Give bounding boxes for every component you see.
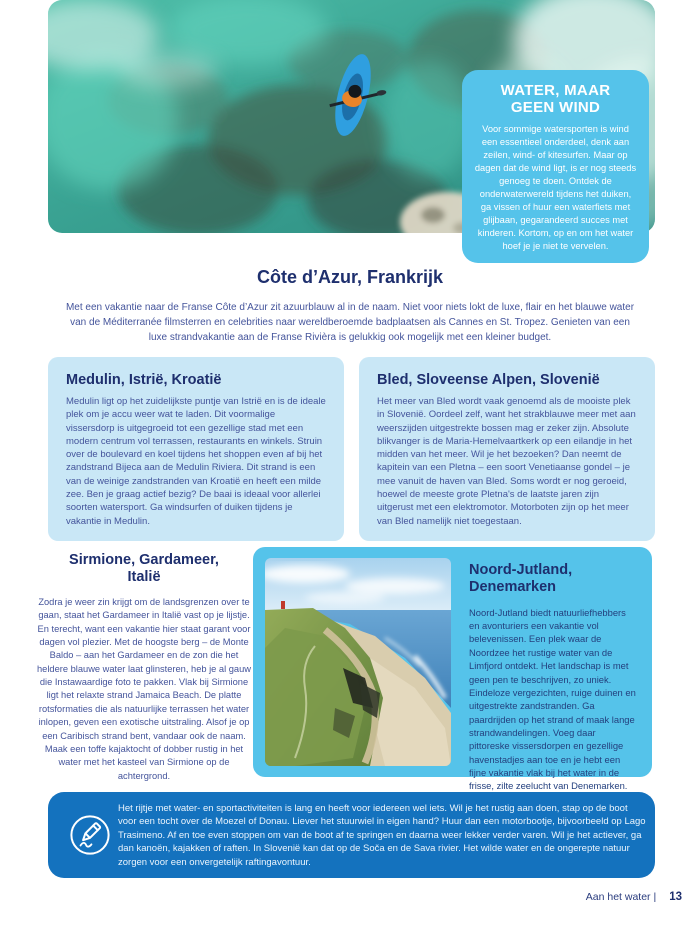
footer-page-number: 13 <box>669 891 682 903</box>
page-title: Côte d’Azur, Frankrijk <box>256 267 444 287</box>
destination-cards-row <box>48 357 655 541</box>
sirmione-title <box>36 552 252 587</box>
sirmione-title-line2: Italië <box>127 569 161 586</box>
sirmione-title-line1: Sirmione, Gardameer, <box>69 552 219 568</box>
jutland-coast-photo <box>265 558 451 766</box>
info-box-body: Voor sommige watersporten is wind een essentieel onderdeel, denk aan zeilen, wind- of kitesurfen. Maar op dagen dat de wind ligt, is er nog steeds genoeg te doen. Ontdek de onderwaterwereld tijdens het duiken, ga vissen of huur een waterfiets met glijbaan, gegarandeerd succes met kinderen. Kortom, op en om het water hoef je je niet te vervelen. <box>474 123 637 251</box>
tip-box-body: Het rijtje met water- en sportactiviteiten is lang en heeft voor iedereen wel iets. Wil je het rustig aan doen, stap op de boot voor een tocht over de Moezel of Donau. Liever het stuurwiel in eigen hand? Huur dan een motorbootje, bijvoorbeeld op Lago Trasimeno. Af en toe even stoppen om van de boot af te springen en daarna weer lekker verder varen. Wil je het actiever, ga dan kanoën, kajakken of raften. In Slovenië kan dat op de Soča en de Sava rivier. Het wilde water en de ongerepte natuur zorgen voor een onvergetelijk raftingavontuur. <box>118 803 646 868</box>
card-medulin-body: Medulin ligt op het zuidelijkste puntje van Istrië en is de ideale plek om je accu weer wat te laden. Dit voormalige vissersdorp is uitgegroeid tot een gezellige stad met een modern centrum vol terrassen, restaurants en winkels. Struin over de boulevard en koel tijdens het shoppen even af bij het zandstrand Bijeca aan de Medulin Riviera. Dit strand is een van de weinige zandstranden van Kroatië en heeft een milde zee. Ben je graag actief bezig? De baai is ideaal voor allerlei soorten watersport. Ga windsurfen of duiken tijdens je vakantie in Medulin. <box>66 396 326 527</box>
card-noord-jutland <box>253 547 652 792</box>
jutland-title-line2: Denemarken <box>469 579 557 596</box>
info-box-title-line1: WATER, MAAR <box>500 82 611 99</box>
footer-section-label: Aan het water | <box>585 891 657 903</box>
card-medulin <box>48 357 344 541</box>
sirmione-body: Zodra je weer zin krijgt om de landsgrenzen over te gaan, staat het Gardameer in Italië vast op je lijstje. En terecht, want een vakantie hier staat garant voor dagen vol plezier. Met de hoogste berg – de Monte Baldo – aan het Gardameer en de zon die het heldere blauwe water laat glinsteren, heb je al gauw die Instawaardige foto te pakken. Vlak bij Sirmione ligt het relaxte strand Jamaica Beach. De platte rotsformaties die als natuurlijke terrassen het water inlopen, geven een exotische uitstraling. Alsof je op een Caribisch strand bent, vandaar ook de naam. Maak een toffe kajaktocht of dobber rustig in het water met het kasteel van Sirmione op de achtergrond. <box>37 596 251 781</box>
info-box-title <box>474 83 637 117</box>
page-footer <box>460 891 682 903</box>
card-bled-body: Het meer van Bled wordt vaak genoemd als de mooiste plek in Slovenië. Oordeel zelf, want het strakblauwe meer met aan weerszijden uitgestrekte bossen mag er zeker zijn. Absolute blikvanger is de Maria-Hemelvaartkerk op een eilandje in het midden van het meer. Wil je het bezoeken? Dan neemt de kapitein van een Pletna – een soort Venetiaanse gondel – je mee vanuit de haven van Bled. Soms wordt er nog geroeid, hoewel de meeste grote Pletna's de laatste jaren zijn uitgerust met een elektromotor. Motorboten zijn op het meer van Bled namelijk niet toegestaan. <box>377 396 636 527</box>
info-box-title-line2: GEEN WIND <box>510 98 601 116</box>
section-sirmione <box>36 552 252 783</box>
jutland-title-line1: Noord-Jutland, <box>469 562 573 578</box>
card-medulin-title: Medulin, Istrië, Kroatië <box>66 372 222 388</box>
jutland-title <box>469 562 638 597</box>
card-bled-title: Bled, Sloveense Alpen, Slovenië <box>377 372 600 388</box>
card-bled <box>359 357 655 541</box>
jutland-text-block <box>469 562 638 793</box>
jutland-body: Noord-Jutland biedt natuurliefhebbers en avonturiers een vakantie vol belevenissen. Een plek waar de Noordzee het rustige water van de Limfjord ontdekt. Het landschap is met geen pen te beschrijven, zo uniek. Eindeloze vergezichten, ruige duinen en uitgestrekte zandstranden. Ga paardrijden op het strand of maak lange strandwandelingen. Voeg daar pittoreske vissersdorpen en gezellige havenstadjes aan toe en je hebt een fijne vakantie vlak bij het water in de frisse, zilte zeelucht van Denemarken. <box>469 606 636 792</box>
pencil-icon <box>68 813 112 857</box>
info-box-water-maar-geen-wind <box>462 70 649 263</box>
tip-box-activities <box>48 792 655 878</box>
intro-paragraph: Met een vakantie naar de Franse Côte d’Azur zit azuurblauw al in de naam. Niet voor niets lokt de luxe, flair en het blauwe water van de Méditerranée filmsterren en celebrities naar wereldberoemde badplaatsen als Cannes en St. Tropez. Genieten van een luxe strandvakantie aan de Franse Rivièra is gelukkig ook mogelijk met een kleiner budget. <box>65 302 635 343</box>
